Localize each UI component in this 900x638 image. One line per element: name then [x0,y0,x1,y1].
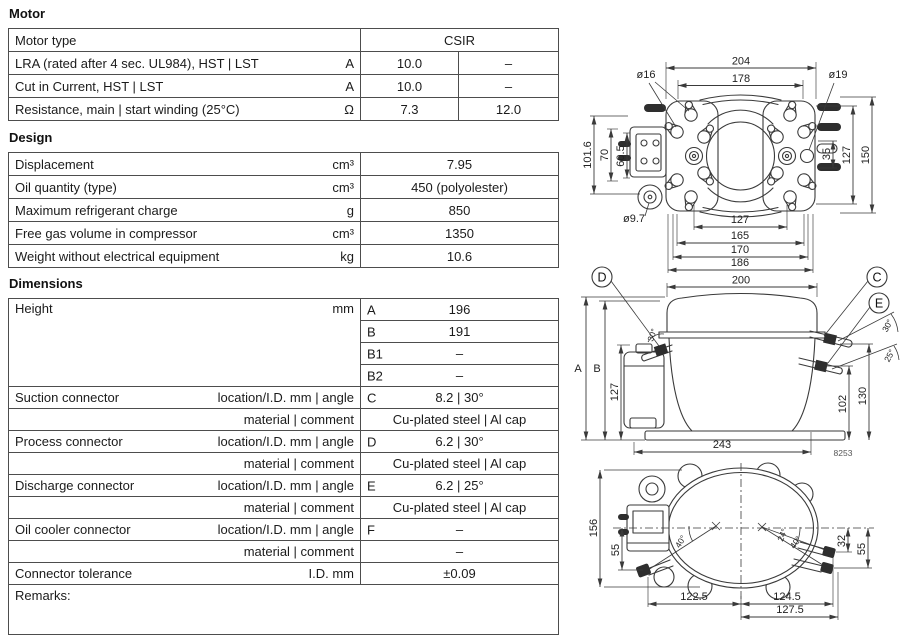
design-table [8,152,559,268]
compressor-shell-top [666,95,815,217]
spec-label: Oil quantity (type) [15,179,117,195]
spec-label: Oil cooler connector [15,522,131,537]
dim-key: F [367,522,375,537]
spec-value: – [459,52,559,75]
spec-value: – [455,522,464,537]
spec-value: 6.2 | 30° [435,434,484,449]
angle-label-40-left: 40° [672,533,689,550]
terminal-box-side [624,344,664,428]
angle-label-25: 25° [881,347,897,364]
motor-section-heading: Motor [9,6,46,21]
spec-label: Discharge connector [15,478,135,493]
dim-label-165: 165 [730,230,750,242]
dimensions-section-heading: Dimensions [9,276,83,291]
unit-label: A [345,55,354,71]
spec-label: Suction connector [15,390,120,405]
spec-value: 10.6 [361,245,559,268]
unit-label: Ω [344,101,354,117]
dim-key: D [367,434,377,449]
table-row [9,52,559,75]
table-row [9,497,559,519]
dim-label-124-5: 124.5 [773,591,801,603]
sub-label: location/I.D. mm | angle [217,522,354,537]
dim-label-60-5: 60.5 [615,145,627,167]
spec-value: 12.0 [459,98,559,121]
spec-value: 1350 [361,222,559,245]
dim-label-122-5: 122.5 [680,591,708,603]
dim-key: B2 [367,368,383,383]
table-row [9,245,559,268]
side-view-drawing [574,267,899,458]
spec-value: Cu-plated steel | Al cap [361,497,559,519]
dim-label-dia9-7: ø9.7 [622,213,646,225]
angle-label-40-right: 40° [787,534,804,551]
spec-label: Free gas volume in compressor [15,225,198,241]
suction-connector-tube [810,312,898,347]
spec-value: – [455,346,464,361]
callout-C: C [872,270,882,285]
spec-label: LRA (rated after 4 sec. UL984), HST | LST [15,55,259,71]
dim-key: E [367,478,376,493]
dim-key: C [367,390,377,405]
spec-value: 8.2 | 30° [435,390,484,405]
table-row [9,199,559,222]
spec-value: 850 [361,199,559,222]
grommets [686,148,796,165]
dim-key: B1 [367,346,383,361]
table-row [9,387,559,409]
spec-value: 7.3 [361,98,459,121]
spec-label: Process connector [15,434,123,449]
dim-label-A: A [574,363,582,375]
table-row [9,431,559,453]
remarks-cell: Remarks: [9,585,559,635]
table-row [9,475,559,497]
dim-label-156: 156 [588,518,600,538]
table-row [9,75,559,98]
sub-label: material | comment [243,544,354,559]
spec-value: – [459,75,559,98]
technical-drawings [560,0,900,638]
spec-label: Weight without electrical equipment [15,248,220,264]
table-row [9,453,559,475]
sub-label: location/I.D. mm | angle [217,390,354,405]
spec-value: Cu-plated steel | Al cap [361,409,559,431]
motor-table [8,28,559,121]
dim-label-35: 35 [821,147,833,161]
spec-value: CSIR [361,29,559,52]
angle-label-30-right: 30° [879,317,895,334]
spec-value: 10.0 [361,52,459,75]
design-section-heading: Design [9,130,53,145]
unit-label: cm³ [332,156,354,172]
spec-value: – [361,541,559,563]
spec-label: Cut in Current, HST | LST [15,78,164,94]
unit-label: cm³ [332,179,354,195]
angle-label-30-left: 30° [645,327,660,343]
dim-label-dia19: ø19 [828,69,848,81]
dim-label-243: 243 [712,439,732,451]
table-row [9,98,559,121]
dim-label-200: 200 [731,274,751,287]
unit-label: kg [340,248,354,264]
dim-label-55-right: 55 [856,542,868,556]
table-row [9,409,559,431]
drawing-number: 8253 [833,448,853,458]
spec-value: 450 (polyolester) [361,176,559,199]
unit-label: A [345,78,354,94]
dim-key: B [367,324,376,339]
dim-label-130: 130 [857,386,869,406]
dim-label-B: B [593,363,601,375]
dim-label-101-6: 101.6 [582,141,594,169]
sub-label: location/I.D. mm | angle [217,478,354,493]
dim-label-127-side: 127 [609,382,621,402]
unit-label: g [346,202,354,218]
spec-label: Maximum refrigerant charge [15,202,178,218]
spec-label: Displacement [15,156,94,172]
table-row [9,519,559,541]
dim-label-32: 32 [836,534,848,548]
sub-label: material | comment [243,456,354,471]
dim-key: A [367,302,376,317]
spec-value: Cu-plated steel | Al cap [361,453,559,475]
spec-value: 7.95 [361,153,559,176]
dim-label-70: 70 [599,148,611,162]
oil-cooler-hole [638,185,662,209]
table-row [9,222,559,245]
dim-label-127-5: 127.5 [776,604,804,616]
spec-label: Connector tolerance [15,566,133,581]
dim-label-dia16: ø16 [636,69,656,81]
dim-label-186: 186 [730,257,750,269]
spec-label: Resistance, main | start winding (25°C) [15,101,240,117]
unit-label: cm³ [332,225,354,241]
sub-label: location/I.D. mm | angle [217,434,354,449]
spec-value: 10.0 [361,75,459,98]
dim-label-127-bottom: 127 [730,214,750,226]
angle-label-24: 24° [775,527,790,543]
table-row [9,153,559,176]
table-row [9,299,559,321]
sub-label: material | comment [243,500,354,515]
spec-value: ±0.09 [361,563,559,585]
table-row [9,585,559,635]
top-view-drawing [582,56,876,274]
dim-label-170: 170 [730,244,750,256]
spec-label: Motor type [9,29,361,52]
spec-value: – [455,368,464,383]
dimensions-table [8,298,559,635]
spec-value: 6.2 | 25° [435,478,484,493]
unit-label: mm [332,301,354,316]
table-row [9,29,559,52]
dim-label-204: 204 [731,55,751,68]
table-row [9,176,559,199]
front-view-drawing [588,463,874,620]
dim-label-102: 102 [837,394,849,414]
dim-label-150: 150 [860,145,872,165]
sub-label: material | comment [243,412,354,427]
spec-tables [8,0,560,635]
sub-label: I.D. mm [308,566,354,581]
table-row [9,563,559,585]
callout-E: E [874,296,884,311]
spec-label: Height [15,301,53,316]
table-row [9,541,559,563]
dim-label-178: 178 [731,73,751,85]
spec-value: 196 [448,302,471,317]
callout-D: D [597,270,607,285]
dim-label-127-right: 127 [841,145,853,165]
dim-label-55-left: 55 [610,543,622,557]
spec-value: 191 [448,324,471,339]
